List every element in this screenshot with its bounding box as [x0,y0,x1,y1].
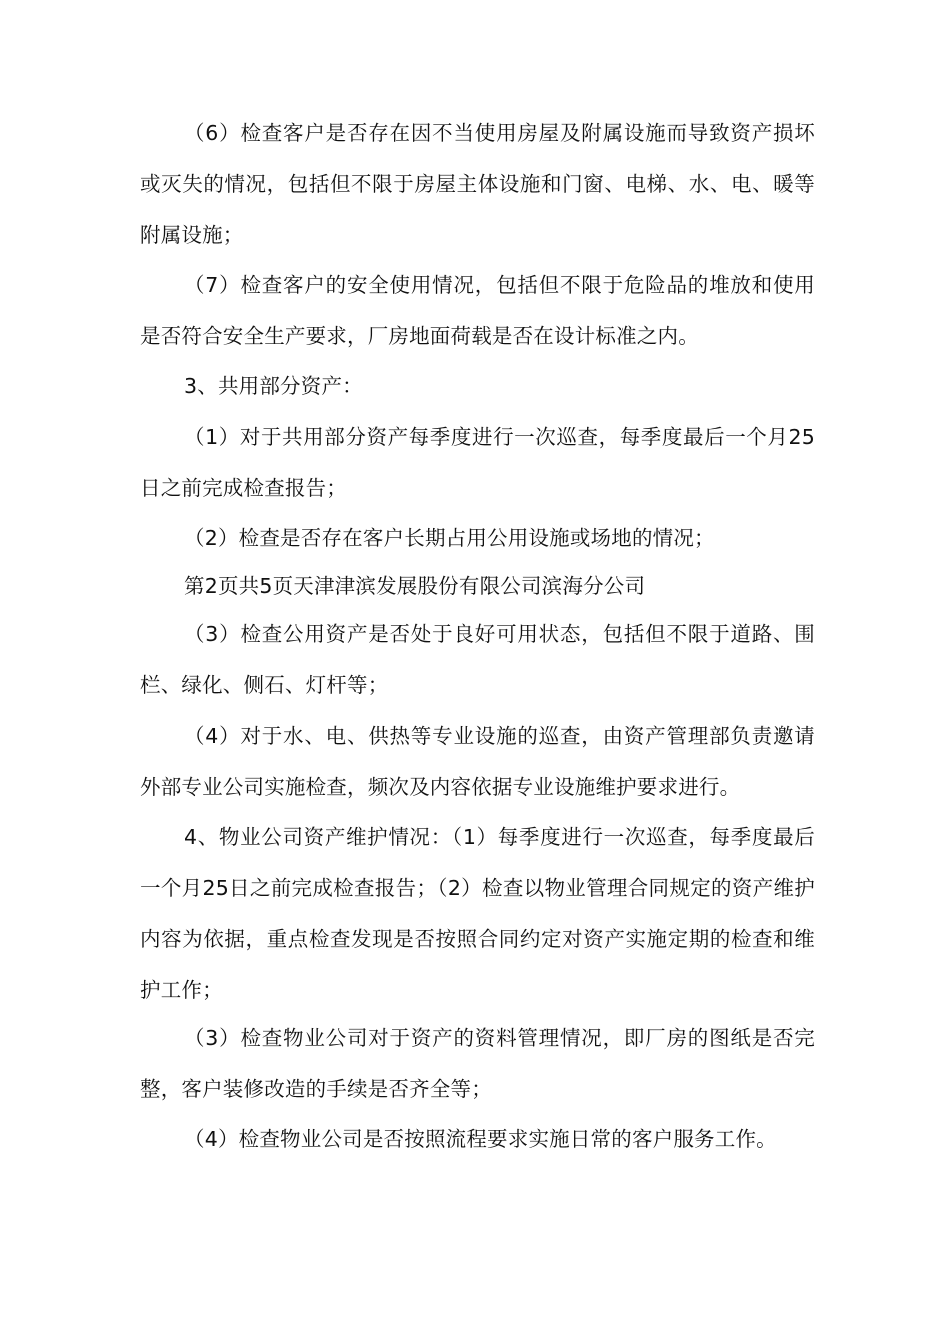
paragraph-property-3: （3）检查物业公司对于资产的资料管理情况，即厂房的图纸是否完整，客户装修改造的手续是否齐全等； [140,1026,815,1101]
paragraph-item-7: （7）检查客户的安全使用情况，包括但不限于危险品的堆放和使用是否符合安全生产要求，厂房地面荷载是否在设计标准之内。 [140,273,815,348]
section-heading-shared-assets: 3、共用部分资产： [184,374,363,398]
paragraph-shared-4: （4）对于水、电、供热等专业设施的巡查，由资产管理部负责邀请外部专业公司实施检查，频次及内容依据专业设施维护要求进行。 [140,724,815,799]
paragraph-shared-2: （2）检查是否存在客户长期占用公用设施或场地的情况； [184,526,715,550]
paragraph-item-6: （6）检查客户是否存在因不当使用房屋及附属设施而导致资产损坏或灭失的情况，包括但不限于房屋主体设施和门窗、电梯、水、电、暖等附属设施； [140,121,815,247]
paragraph-shared-1: （1）对于共用部分资产每季度进行一次巡查，每季度最后一个月25日之前完成检查报告； [140,425,815,500]
paragraph-property-4: （4）检查物业公司是否按照流程要求实施日常的客户服务工作。 [184,1127,777,1151]
paragraph-shared-3: （3）检查公用资产是否处于良好可用状态，包括但不限于道路、围栏、绿化、侧石、灯杆等； [140,622,815,697]
section-property-maintenance: 4、物业公司资产维护情况：（1）每季度进行一次巡查，每季度最后一个月25日之前完成检查报告；（2）检查以物业管理合同规定的资产维护内容为依据，重点检查发现是否按照合同约定对资产实施定期的检查和维护工作； [140,825,815,1002]
page-footer-text: 第2页共5页天津津滨发展股份有限公司滨海分公司 [184,574,646,598]
